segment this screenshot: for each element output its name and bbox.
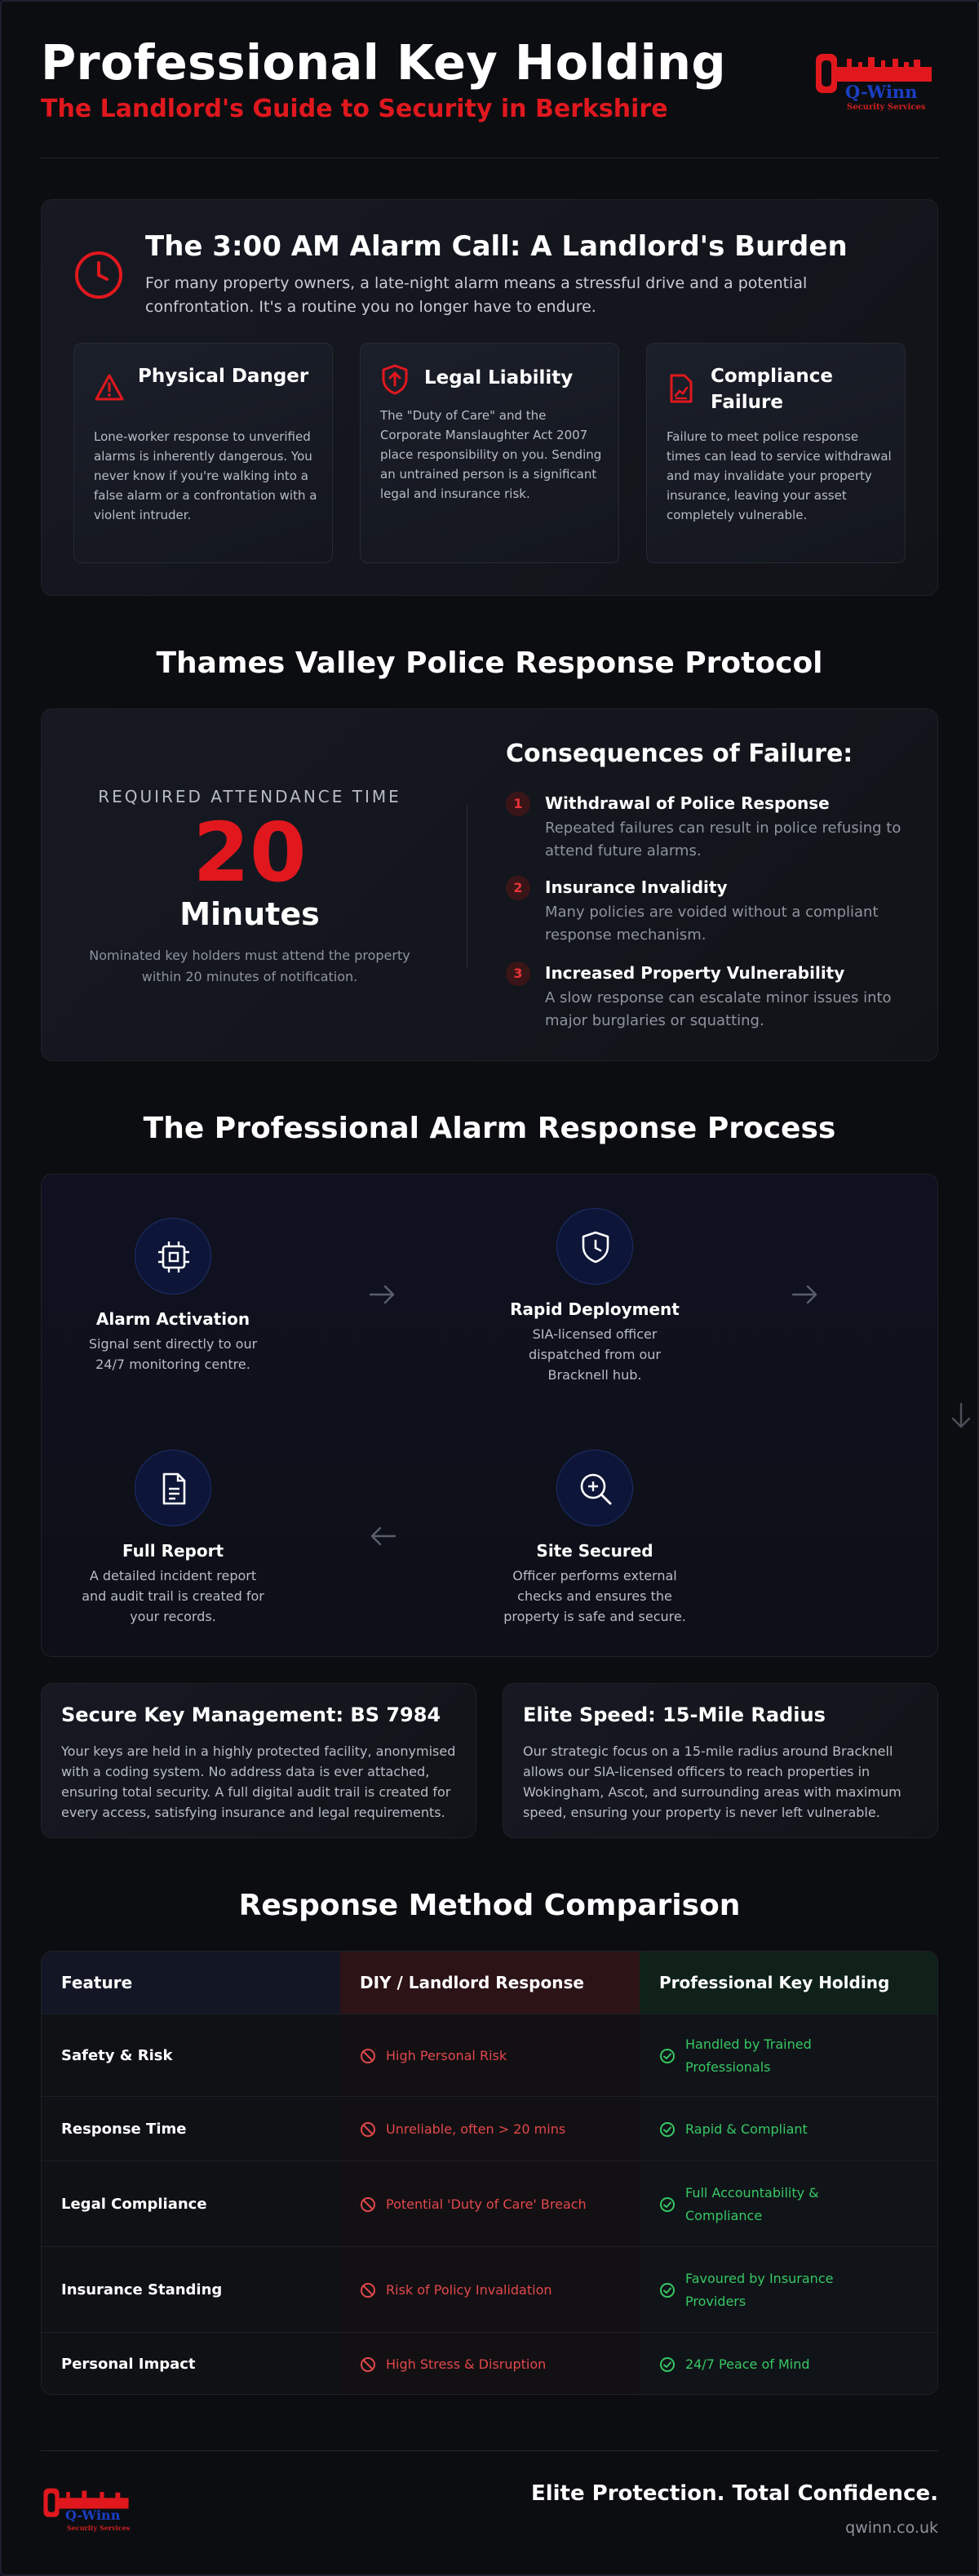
consequence-title: Insurance Invalidity — [545, 877, 728, 897]
risk-card-text: The "Duty of Care" and the Corporate Manslaughter Act 2007 place responsibility on you. Sending an untrained person is a significant legal and insurance risk. — [380, 408, 602, 501]
pro-value: Rapid & Compliant — [685, 2121, 808, 2137]
block-icon — [360, 2356, 376, 2376]
check-circle-icon — [659, 2048, 676, 2067]
block-icon — [360, 2048, 376, 2067]
process-step-icon-circle — [135, 1450, 211, 1526]
info-card-elite-speed — [503, 1683, 938, 1838]
table-header-feature: Feature — [42, 1952, 340, 2014]
table-row — [42, 2096, 938, 2161]
block-icon — [360, 2282, 376, 2302]
company-logo[interactable] — [814, 49, 937, 118]
info-card-title: Elite Speed: 15-Mile Radius — [523, 1703, 826, 1726]
info-card-text: Your keys are held in a highly protected facility, anonymised with a coding system. No address data is ever attached, ensuring total security. A full digital audit trail is created for every access, satisfying insurance and legal requirements. — [61, 1743, 456, 1820]
arrow-right-icon — [791, 1284, 819, 1308]
consequence-number: 1 — [506, 792, 530, 816]
arrow-down-icon — [950, 1402, 972, 1433]
warning-triangle-icon — [94, 373, 125, 406]
shield-alert-icon — [380, 363, 410, 399]
clock-icon — [73, 250, 124, 304]
table-header-pro: Professional Key Holding — [640, 1952, 938, 2014]
search-plus-icon — [578, 1471, 614, 1507]
required-time-note: Nominated key holders must attend the property within 20 minutes of notification. — [89, 948, 410, 984]
consequence-text: A slow response can escalate minor issues into major burglaries or squatting. — [545, 989, 892, 1029]
consequence-text: Repeated failures can result in police refusing to attend future alarms. — [545, 819, 901, 859]
required-time-value: 20 — [193, 805, 307, 900]
risk-card-title: Physical Danger — [138, 366, 309, 387]
table-row — [42, 2332, 938, 2395]
document-chart-icon — [667, 373, 694, 407]
logo-subtext: Security Services — [67, 2524, 131, 2532]
logo-wordmark: Q-Winn — [65, 2507, 121, 2523]
comparison-table — [41, 1951, 938, 2395]
process-step-text: Officer performs external checks and ensures the property is safe and secure. — [503, 1568, 686, 1624]
logo-wordmark: Q-Winn — [845, 82, 918, 102]
check-circle-icon — [659, 2196, 676, 2216]
risk-card-physical-danger — [73, 343, 333, 563]
chip-icon — [156, 1239, 192, 1275]
info-card-text: Our strategic focus on a 15-mile radius around Bracknell allows our SIA-licensed officers to reach properties in Wokingham, Ascot, and surrounding areas with maximum speed, ensuring your property is never left vulnerable. — [523, 1743, 901, 1820]
process-step-title: Rapid Deployment — [510, 1299, 680, 1319]
risk-card-title: Legal Liability — [424, 367, 574, 389]
process-step-icon-circle — [556, 1450, 633, 1526]
table-row — [42, 2161, 938, 2246]
info-card-title: Secure Key Management: BS 7984 — [61, 1703, 441, 1726]
diy-value: High Personal Risk — [386, 2047, 507, 2063]
process-step-text: SIA-licensed officer dispatched from our Bracknell hub. — [528, 1326, 662, 1383]
page-title: Professional Key Holding — [41, 34, 726, 91]
consequences-title: Consequences of Failure: — [506, 739, 853, 768]
diy-value: Risk of Policy Invalidation — [386, 2281, 552, 2298]
risk-card-compliance-failure — [646, 343, 906, 563]
process-step-title: Alarm Activation — [95, 1309, 250, 1329]
table-row — [42, 2246, 938, 2332]
footer-logo[interactable] — [42, 2485, 132, 2535]
document-icon — [156, 1471, 192, 1507]
police-heading: Thames Valley Police Response Protocol — [156, 646, 823, 680]
check-circle-icon — [659, 2121, 676, 2141]
process-step-title: Full Report — [122, 1541, 224, 1561]
consequence-title: Increased Property Vulnerability — [545, 963, 845, 983]
process-step-text: A detailed incident report and audit trail is created for your records. — [82, 1568, 264, 1624]
pro-value: Handled by Trained Professionals — [685, 2036, 812, 2075]
info-card-key-management — [41, 1683, 476, 1838]
pro-value: Full Accountability & Compliance — [685, 2184, 819, 2223]
diy-value: Potential 'Duty of Care' Breach — [386, 2196, 587, 2212]
feature-label: Safety & Risk — [61, 2046, 173, 2064]
diy-value: Unreliable, often > 20 mins — [386, 2121, 566, 2137]
process-step-icon-circle — [135, 1218, 211, 1295]
logo-subtext: Security Services — [847, 103, 926, 112]
feature-label: Legal Compliance — [61, 2195, 207, 2213]
footer-divider — [41, 2450, 938, 2451]
burden-description: For many property owners, a late-night alarm means a stressful drive and a potential confrontation. It's a routine you no longer have to endure. — [145, 274, 808, 316]
process-step-icon-circle — [556, 1208, 633, 1285]
check-circle-icon — [659, 2356, 676, 2376]
shield-clock-icon — [578, 1229, 614, 1265]
comparison-heading: Response Method Comparison — [238, 1889, 741, 1922]
risk-card-legal-liability — [360, 343, 619, 563]
required-time-unit: Minutes — [179, 896, 320, 932]
consequence-text: Many policies are voided without a compliant response mechanism. — [545, 904, 879, 944]
risk-card-text: Failure to meet police response times can lead to service withdrawal and may invalidate your property insurance, leaving your asset completely vulnerable. — [667, 429, 892, 522]
burden-title: The 3:00 AM Alarm Call: A Landlord's Burden — [145, 230, 848, 263]
consequence-number: 3 — [506, 962, 530, 986]
block-icon — [360, 2121, 376, 2141]
arrow-left-icon — [369, 1526, 396, 1550]
feature-label: Personal Impact — [61, 2356, 196, 2373]
process-step-text: Signal sent directly to our 24/7 monitoring centre. — [88, 1336, 258, 1372]
diy-value: High Stress & Disruption — [386, 2356, 547, 2372]
feature-label: Insurance Standing — [61, 2281, 223, 2298]
risk-card-text: Lone-worker response to unverified alarms is inherently dangerous. You never know if you're walking into a false alarm or a confrontation with a violent intruder. — [94, 429, 317, 522]
consequence-number: 2 — [506, 876, 530, 900]
feature-label: Response Time — [61, 2120, 187, 2138]
arrow-right-icon — [369, 1284, 396, 1308]
risk-card-title: Compliance Failure — [711, 366, 834, 413]
table-row — [42, 2014, 938, 2096]
check-circle-icon — [659, 2282, 676, 2302]
process-step-title: Site Secured — [536, 1541, 653, 1561]
process-heading: The Professional Alarm Response Process — [143, 1112, 836, 1145]
page-subtitle: The Landlord's Guide to Security in Berkshire — [41, 95, 668, 123]
pro-value: Favoured by Insurance Providers — [685, 2270, 834, 2309]
block-icon — [360, 2196, 376, 2216]
required-time-label: REQUIRED ATTENDANCE TIME — [98, 787, 401, 806]
footer-url[interactable]: qwinn.co.uk — [845, 2519, 938, 2537]
pro-value: 24/7 Peace of Mind — [685, 2356, 810, 2372]
footer-tagline: Elite Protection. Total Confidence. — [530, 2481, 938, 2506]
consequence-title: Withdrawal of Police Response — [545, 793, 830, 813]
table-header-diy: DIY / Landlord Response — [340, 1952, 640, 2014]
